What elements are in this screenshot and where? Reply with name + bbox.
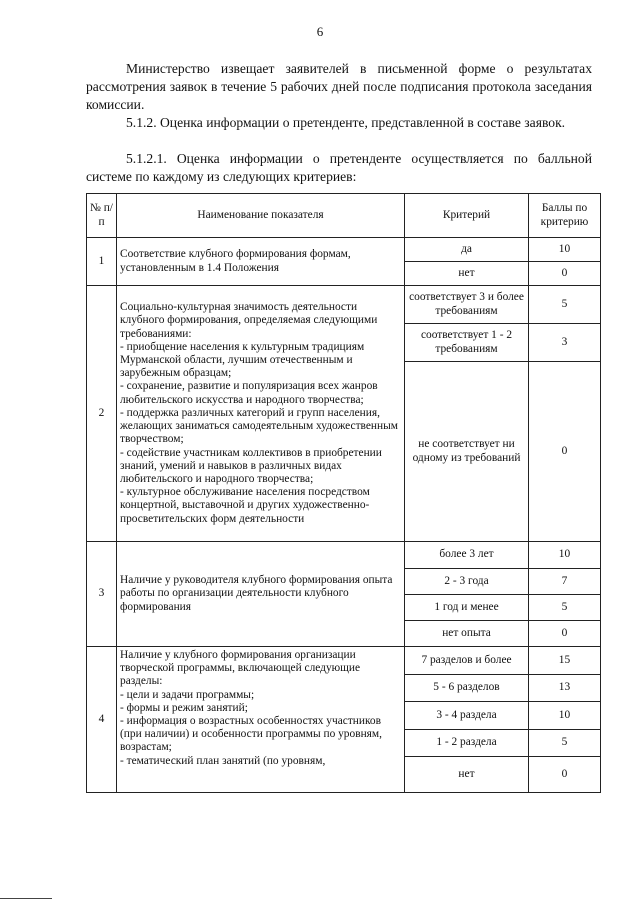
header-name: Наименование показателя — [117, 194, 405, 238]
criterion-cell: да — [405, 238, 529, 262]
score-cell: 3 — [529, 324, 601, 362]
criterion-cell: 2 - 3 года — [405, 569, 529, 595]
criterion-cell: нет опыта — [405, 621, 529, 647]
score-cell: 0 — [529, 262, 601, 286]
score-cell: 5 — [529, 595, 601, 621]
row-number: 1 — [87, 238, 117, 286]
footer-rule — [0, 898, 52, 899]
row-number: 4 — [87, 647, 117, 793]
criterion-cell: более 3 лет — [405, 542, 529, 569]
criterion-cell: 5 - 6 разделов — [405, 675, 529, 702]
score-cell: 5 — [529, 730, 601, 757]
criterion-cell: 3 - 4 раздела — [405, 702, 529, 730]
score-cell: 0 — [529, 757, 601, 793]
header-criterion: Критерий — [405, 194, 529, 238]
criterion-cell: 1 - 2 раздела — [405, 730, 529, 757]
score-cell: 7 — [529, 569, 601, 595]
indicator-name: Наличие у руководителя клубного формирования опыта работы по организации деятельности клубного формирования — [117, 542, 405, 647]
score-cell: 10 — [529, 702, 601, 730]
indicator-name: Соответствие клубного формирования формам, установленным в 1.4 Положения — [117, 238, 405, 286]
indicator-name: Социально-культурная значимость деятельности клубного формирования, определяемая следующими требованиями: - приобщение населения к культурным традициям Мурманской области, лучшим отечественным и зарубежным образцам; - сохранение, развитие и популяризация всех жанров любительского искусства и народного творчества; - поддержка различных категорий и групп населения, желающих заниматься самодеятельным художественным творчеством; - содействие участникам коллективов в приобретении знаний, умений и навыков в различных видах любительского и народного творчества; - культурное обслуживание населения посредством концертной, выставочной и других художественно-просветительских форм деятельности — [117, 286, 405, 542]
indicator-name: Наличие у клубного формирования организации творческой программы, включающей следующие разделы: - цели и задачи программы; - формы и режим занятий; - информация о возрастных особенностях участников (при наличии) и особенности программы по уровням, возрастам; - тематический план занятий (по уровням, — [117, 647, 405, 793]
table-row — [87, 647, 601, 675]
header-score: Баллы по критерию — [529, 194, 601, 238]
table-row — [87, 286, 601, 324]
criteria-table — [86, 193, 601, 793]
score-cell: 10 — [529, 542, 601, 569]
criterion-cell: нет — [405, 757, 529, 793]
score-cell: 13 — [529, 675, 601, 702]
row-number: 2 — [87, 286, 117, 542]
paragraph-section-5-1-2-1: 5.1.2.1. Оценка информации о претенденте осуществляется по балльной системе по каждому из следующих критериев: — [86, 151, 592, 184]
score-cell: 0 — [529, 621, 601, 647]
criterion-cell: нет — [405, 262, 529, 286]
header-num: № п/п — [87, 194, 117, 238]
paragraph-section-5-1-2: 5.1.2. Оценка информации о претенденте, представленной в составе заявок. — [126, 115, 566, 130]
row-number: 3 — [87, 542, 117, 647]
table-row — [87, 238, 601, 262]
criterion-cell: не соответствует ни одному из требований — [405, 362, 529, 542]
criterion-cell: соответствует 1 - 2 требованиям — [405, 324, 529, 362]
page-number: 6 — [316, 24, 324, 39]
score-cell: 10 — [529, 238, 601, 262]
score-cell: 15 — [529, 647, 601, 675]
criterion-cell: 7 разделов и более — [405, 647, 529, 675]
paragraph-notification: Министерство извещает заявителей в письменной форме о результатах рассмотрения заявок в течение 5 рабочих дней после подписания протокола заседания комиссии. — [86, 61, 592, 112]
criterion-cell: соответствует 3 и более требованиям — [405, 286, 529, 324]
table-header-row — [87, 194, 601, 238]
score-cell: 5 — [529, 286, 601, 324]
score-cell: 0 — [529, 362, 601, 542]
criterion-cell: 1 год и менее — [405, 595, 529, 621]
table-row — [87, 542, 601, 569]
